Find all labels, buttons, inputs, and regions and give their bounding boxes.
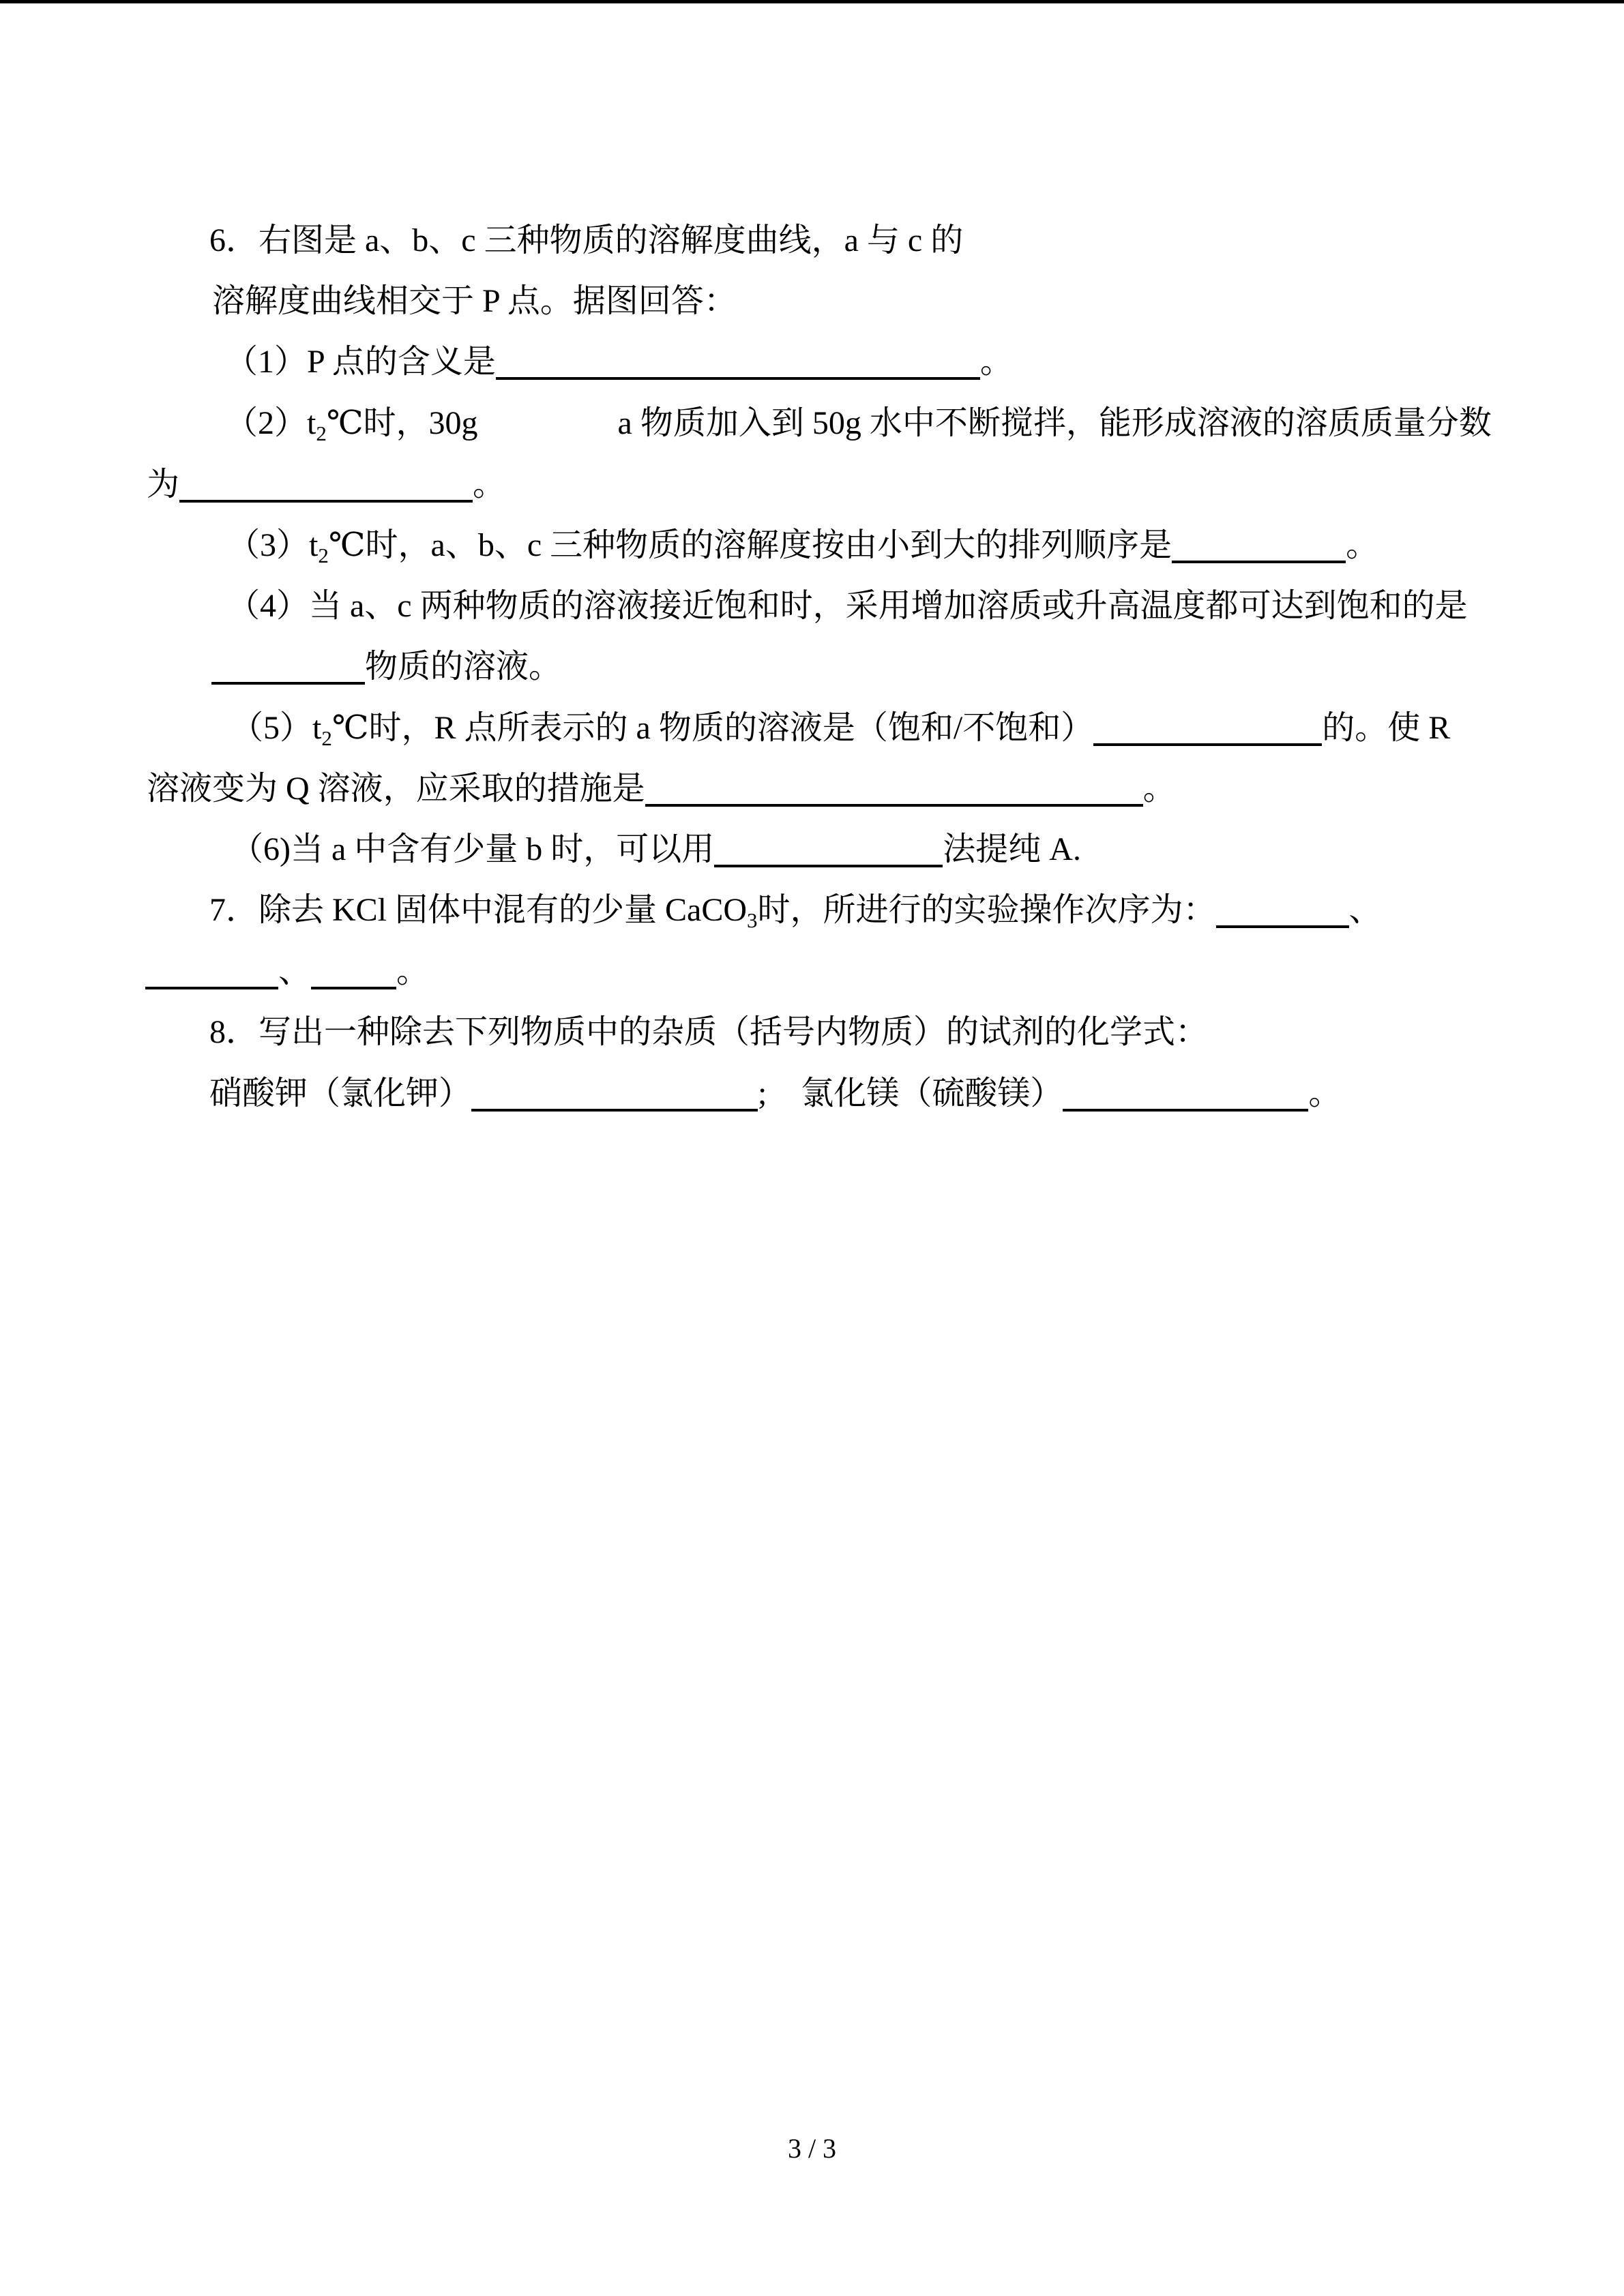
page-top-border	[0, 0, 1624, 3]
q6-part2-line-1	[225, 405, 1492, 445]
q6-part5-line-1	[231, 710, 1451, 750]
q6-part5-subscript: 2	[321, 726, 332, 750]
q6-part3-text-pre: （3）t	[227, 527, 319, 563]
q6-intro-text-2: 溶解度曲线相交于 P 点。据图回答：	[212, 283, 737, 319]
answer-blank-step-3	[311, 969, 396, 989]
answer-blank-reagent-2	[1063, 1091, 1308, 1112]
q6-part6-text-pre: （6)当 a 中含有少量 b 时，可以用	[231, 831, 715, 867]
q6-part2-wrap-text: 为	[147, 466, 180, 503]
answer-blank-mass-fraction	[179, 482, 473, 503]
answer-blank-p-meaning	[496, 359, 980, 380]
q8-item1-label: 硝酸钾（氯化钾）	[209, 1075, 472, 1112]
q8-item2-label: 氯化镁（硫酸镁）	[801, 1075, 1063, 1112]
q6-part2-subscript: 2	[316, 421, 327, 445]
q6-part6-text-end: 法提纯 A.	[943, 831, 1081, 867]
q6-part5-text-mid: ℃时，R 点所表示的 a 物质的溶液是（饱和/不饱和）	[331, 710, 1094, 746]
inline-space-30g	[478, 427, 618, 434]
q6-part4-line-2	[211, 648, 561, 685]
q8-item1-separator: ;	[758, 1075, 767, 1112]
page-footer	[0, 2133, 1624, 2164]
q6-part3-subscript: 2	[318, 543, 329, 567]
q7-separator-2: 、	[278, 953, 312, 989]
q8-line-1	[209, 1014, 1208, 1051]
answer-blank-step-2	[145, 969, 278, 989]
answer-blank-reagent-1	[471, 1091, 758, 1112]
q6-part3-text-mid: ℃时，a、b、c 三种物质的溶解度按由小到大的排列顺序是	[328, 527, 1172, 563]
answer-blank-substance	[211, 664, 365, 685]
q7-line-1	[209, 892, 1382, 932]
q6-part1-period: 。	[979, 344, 1013, 380]
q8-item2-period: 。	[1308, 1075, 1342, 1112]
q7-text-pre: 7．除去 KCl 固体中混有的少量 CaCO	[209, 892, 748, 928]
page-number: 3 / 3	[787, 2133, 837, 2164]
q8-line-2	[209, 1075, 1341, 1112]
q6-part3-period: 。	[1346, 527, 1379, 563]
q7-period: 。	[396, 953, 430, 989]
q6-intro-line-1	[209, 222, 963, 259]
q6-part3-line	[227, 527, 1379, 567]
q6-part4-line-1	[227, 588, 1468, 625]
q6-intro-text-1: 6．右图是 a、b、c 三种物质的溶解度曲线，a 与 c 的	[209, 222, 964, 258]
answer-blank-solubility-order	[1172, 543, 1346, 563]
q7-text-mid: 时，所进行的实验操作次序为：	[757, 892, 1216, 928]
q8-text-1: 8．写出一种除去下列物质中的杂质（括号内物质）的试剂的化学式：	[209, 1014, 1209, 1050]
q6-part2-wrap-period: 。	[473, 466, 506, 503]
q6-part5-text-pre: （5）t	[231, 710, 322, 746]
q6-part5-wrap-period: 。	[1142, 771, 1176, 807]
q6-part6-line	[231, 831, 1081, 868]
q6-part5-line-2	[147, 771, 1176, 807]
q7-subscript: 3	[747, 908, 758, 932]
q6-part2-text-pre: （2）t	[225, 405, 316, 441]
q6-intro-line-2	[212, 283, 737, 320]
q6-part5-text-end: 的。使 R	[1322, 710, 1451, 746]
q6-part2-text-rest: a 物质加入到 50g 水中不断搅拌，能形成溶液的溶质质量分数	[617, 405, 1492, 441]
answer-blank-saturated	[1093, 726, 1322, 746]
q6-part2-line-2	[147, 466, 505, 503]
q7-line-2	[145, 953, 429, 990]
q6-part4-text-1: （4）当 a、c 两种物质的溶液接近饱和时，采用增加溶质或升高温度都可达到饱和的是	[227, 588, 1468, 624]
answer-blank-purify-method	[714, 847, 943, 867]
answer-blank-step-1	[1216, 908, 1349, 928]
q6-part1-line	[225, 344, 1013, 381]
answer-blank-measure	[645, 786, 1143, 807]
q6-part4-text-2: 物质的溶液。	[365, 648, 562, 685]
inline-space-items	[767, 1097, 801, 1104]
q6-part2-text-mid: ℃时，30g	[326, 405, 478, 441]
q7-separator-1: 、	[1348, 892, 1382, 928]
q6-part5-wrap-text: 溶液变为 Q 溶液，应采取的措施是	[147, 771, 645, 807]
q6-part1-text: （1）P 点的含义是	[225, 344, 496, 380]
